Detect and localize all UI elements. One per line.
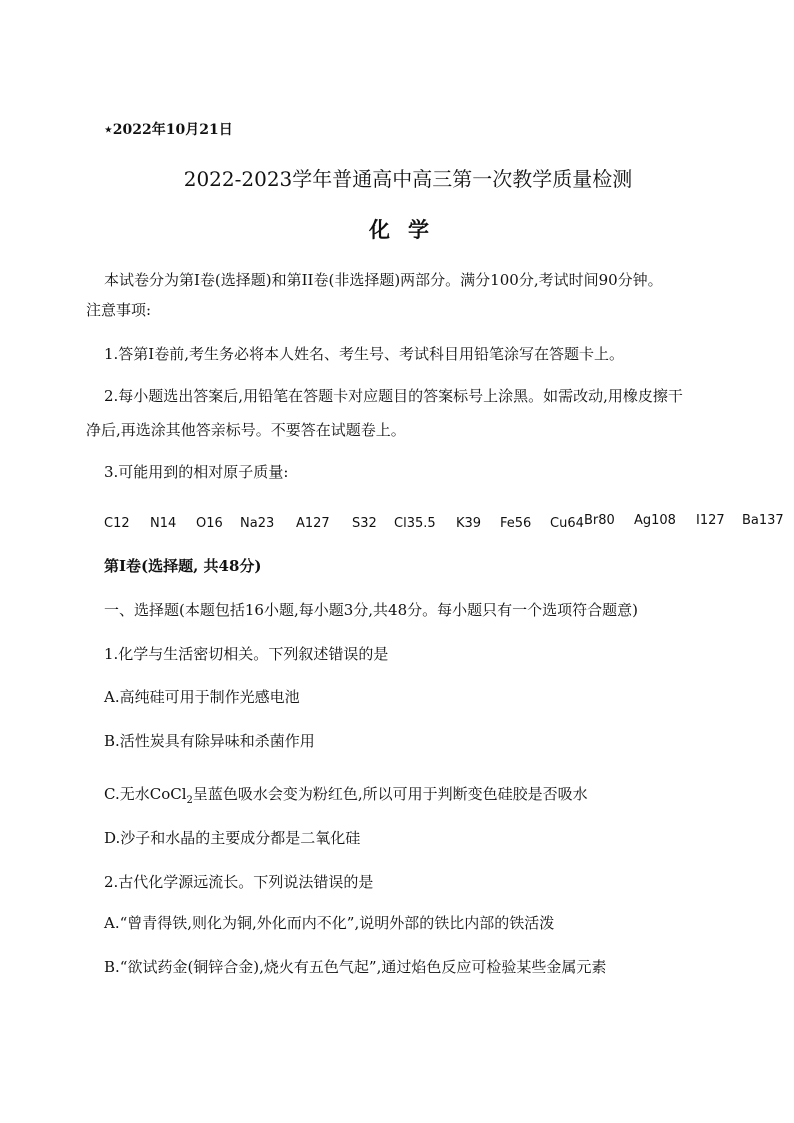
notice-heading: 注意事项:	[86, 301, 152, 319]
question-2-option-a: A.“曾青得铁,则化为铜,外化而内不化”,说明外部的铁比内部的铁活泼	[104, 914, 555, 932]
subscript-2: 2	[186, 795, 193, 806]
question-2-stem: 2.古代化学源远流长。下列说法错误的是	[104, 873, 374, 891]
notice-item-2-line-1: 2.每小题选出答案后,用铅笔在答题卡对应题目的答案标号上涂黑。如需改动,用橡皮擦干	[104, 387, 683, 405]
atomic-mass-item: O16	[196, 516, 223, 531]
atomic-mass-item: Fe56	[500, 516, 532, 531]
subject-title: 化学	[369, 217, 447, 242]
atomic-mass-item: A127	[296, 516, 330, 531]
atomic-mass-item: Ag108	[634, 513, 676, 528]
notice-item-2-line-2: 净后,再选涂其他答亲标号。不要答在试题卷上。	[86, 421, 406, 439]
atomic-mass-item: K39	[456, 516, 482, 531]
section-1-heading: 第Ⅰ卷(选择题, 共48分)	[104, 557, 262, 575]
atomic-mass-item: I127	[696, 513, 725, 528]
atomic-mass-item: Ba137	[742, 513, 784, 528]
atomic-mass-item: S32	[352, 516, 377, 531]
section-1-instruction: 一、选择题(本题包括16小题,每小题3分,共48分。每小题只有一个选项符合题意)	[104, 601, 638, 619]
question-1-option-c	[104, 784, 588, 804]
option-c-prefix: C.无水CoCl	[104, 785, 187, 803]
intro-text: 本试卷分为第Ⅰ卷(选择题)和第II卷(非选择题)两部分。满分100分,考试时间90分钟。	[104, 271, 663, 289]
atomic-mass-item: N14	[150, 516, 177, 531]
atomic-mass-item: Cu64	[550, 516, 584, 531]
question-1-option-d: D.沙子和水晶的主要成分都是二氧化硅	[104, 829, 361, 847]
option-c-suffix: 呈蓝色吸水会变为粉红色,所以可用于判断变色硅胶是否吸水	[192, 785, 588, 803]
atomic-mass-item: Na23	[240, 516, 275, 531]
atomic-mass-item: C12	[104, 516, 130, 531]
exam-date: ⋆2022年10月21日	[104, 122, 233, 138]
atomic-mass-list	[104, 513, 794, 538]
question-1-option-a: A.高纯硅可用于制作光感电池	[104, 688, 300, 706]
atomic-mass-item: Br80	[584, 513, 615, 528]
exam-title: 2022-2023学年普通高中高三第一次教学质量检测	[183, 167, 633, 191]
question-2-option-b: B.“欲试药金(铜锌合金),烧火有五色气起”,通过焰色反应可检验某些金属元素	[104, 958, 607, 976]
notice-item-1: 1.答第Ⅰ卷前,考生务必将本人姓名、考生号、考试科目用铅笔涂写在答题卡上。	[104, 345, 625, 363]
notice-item-3: 3.可能用到的相对原子质量:	[104, 463, 289, 481]
question-1-stem: 1.化学与生活密切相关。下列叙述错误的是	[104, 645, 389, 663]
atomic-mass-item: Cl35.5	[394, 516, 436, 531]
question-1-option-b: B.活性炭具有除异味和杀菌作用	[104, 732, 315, 750]
